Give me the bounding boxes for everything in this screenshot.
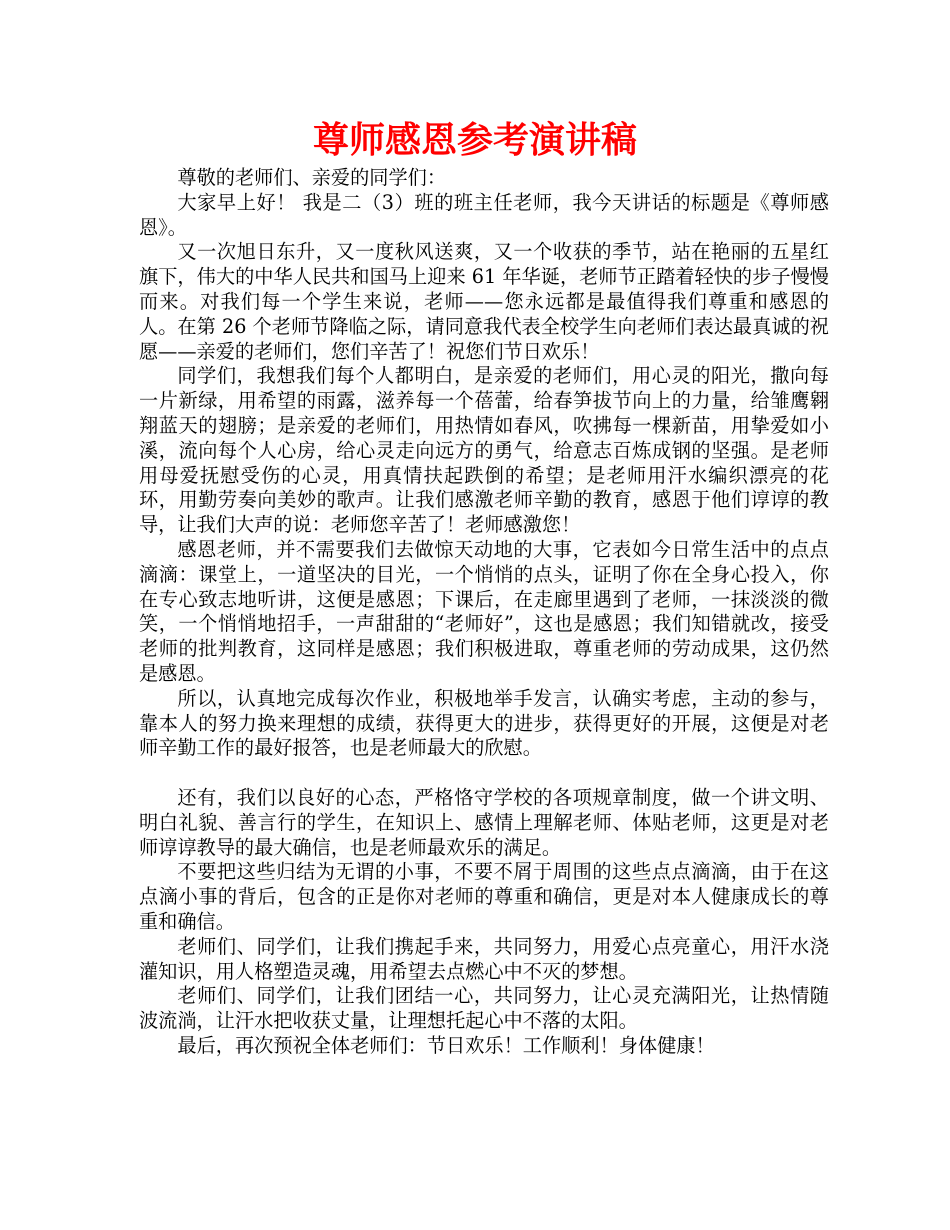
paragraph: 所以，认真地完成每次作业，积极地举手发言，认确实考虑，主动的参与，靠本人的努力换来理想的成绩，获得更大的进步，获得更好的开展，这便是对老师辛勤工作的最好报答，也是老师最大的欣慰。	[139, 686, 829, 760]
document-title: 尊师感恩参考演讲稿	[312, 120, 637, 161]
paragraph: 又一次旭日东升，又一度秋风送爽，又一个收获的季节，站在艳丽的五星红旗下，伟大的中华人民共和国马上迎来 61 年华诞，老师节正踏着轻快的步子慢慢而来。对我们每一个学生来说，老师——您永远都是最值得我们尊重和感恩的人。在第 26 个老师节降临之际，请同意我代表全校学生向老师们表达最真诚的祝愿——亲爱的老师们，您们辛苦了！祝您们节日欢乐！	[139, 240, 829, 363]
paragraph: 还有，我们以良好的心态，严格恪守学校的各项规章制度，做一个讲文明、明白礼貌、善言行的学生，在知识上、感情上理解老师、体贴老师，这更是对老师谆谆教导的最大确信，也是老师最欢乐的满足。	[139, 785, 829, 859]
paragraph-greeting: 大家早上好！ 我是二（3）班的班主任老师，我今天讲话的标题是《尊师感恩》。	[139, 190, 829, 239]
paragraph: 老师们、同学们，让我们团结一心，共同努力，让心灵充满阳光，让热情随波流淌，让汗水把收获丈量，让理想托起心中不落的太阳。	[139, 984, 829, 1033]
document-body	[139, 166, 829, 1059]
paragraph: 感恩老师，并不需要我们去做惊天动地的大事，它表如今日常生活中的点点滴滴：课堂上，一道坚决的目光，一个悄悄的点头，证明了你在全身心投入，你在专心致志地听讲，这便是感恩；下课后，在走廊里遇到了老师，一抹淡淡的微笑，一个悄悄地招手，一声甜甜的“老师好”，这也是感恩；我们知错就改，接受老师的批判教育，这同样是感恩；我们积极进取，尊重老师的劳动成果，这仍然是感恩。	[139, 537, 829, 685]
paragraph-salutation: 尊敬的老师们、亲爱的同学们：	[177, 166, 447, 189]
paragraph: 同学们，我想我们每个人都明白，是亲爱的老师们，用心灵的阳光，撒向每一片新绿，用希望的雨露，滋养每一个蓓蕾，给春笋拔节向上的力量，给雏鹰翱翔蓝天的翅膀；是亲爱的老师们，用热情如春风，吹拂每一棵新苗，用挚爱如小溪，流向每个人心房，给心灵走向远方的勇气，给意志百炼成钢的坚强。是老师用母爱抚慰受伤的心灵，用真情扶起跌倒的希望；是老师用汗水编织漂亮的花环，用勤劳奏向美妙的歌声。让我们感激老师辛勤的教育，感恩于他们谆谆的教导，让我们大声的说：老师您辛苦了！老师感激您！	[139, 364, 829, 537]
paragraph-closing: 最后，再次预祝全体老师们：节日欢乐！工作顺利！身体健康！	[177, 1033, 715, 1057]
paragraph: 老师们、同学们，让我们携起手来，共同努力，用爱心点亮童心，用汗水浇灌知识，用人格塑造灵魂，用希望去点燃心中不灭的梦想。	[139, 934, 829, 983]
paragraph: 不要把这些归结为无谓的小事，不要不屑于周围的这些点点滴滴，由于在这点滴小事的背后，包含的正是你对老师的尊重和确信，更是对本人健康成长的尊重和确信。	[139, 860, 829, 933]
